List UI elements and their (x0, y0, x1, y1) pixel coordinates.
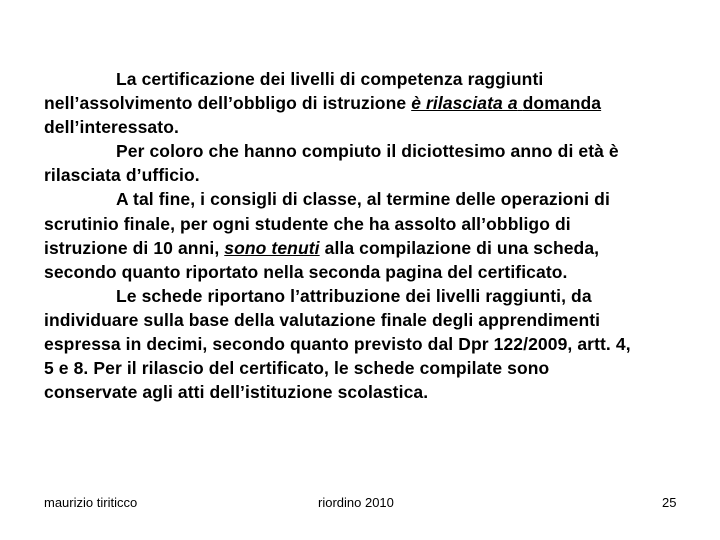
paragraph-text: Le schede riportano l’attribuzione dei livelli raggiunti, da individuare sulla base della valutazione finale degli apprendimenti espressa in decimi, secondo quanto previsto dal Dpr 122/2009, artt. 4, 5 e 8. Per il rilascio del certificato, le schede compilate sono conservate agli atti dell’istituzione scolastica. (44, 285, 631, 403)
paragraph-ex-officio (44, 139, 644, 187)
paragraph-text: alla compilazione di una scheda, secondo quanto riportato nella seconda pagina del certificato. (44, 237, 600, 282)
emphasis-text: sono tenuti (224, 237, 320, 258)
slide-body (44, 67, 644, 404)
emphasis-text: è rilasciata a (411, 93, 518, 114)
underlined-text: domanda (522, 93, 602, 114)
paragraph-forms (44, 284, 644, 404)
paragraph-text: dell’interessato. (44, 117, 179, 138)
paragraph-text: A tal fine, i consigli di classe, al termine delle operazioni di scrutinio finale, per ogni studente che ha assolto all’obbligo di istruzione di 10 anni, (44, 189, 610, 258)
paragraph-class-councils (44, 187, 644, 283)
paragraph-text: La certificazione dei livelli di competenza raggiunti nell’assolvimento dell’obbligo di istruzione (44, 69, 544, 114)
footer-author: maurizio tiriticco (44, 495, 138, 510)
footer-page-number: 25 (662, 495, 677, 510)
paragraph-request (44, 67, 644, 139)
paragraph-text: Per coloro che hanno compiuto il diciottesimo anno di età è rilasciata d’ufficio. (44, 141, 619, 186)
footer-subject: riordino 2010 (318, 495, 394, 510)
